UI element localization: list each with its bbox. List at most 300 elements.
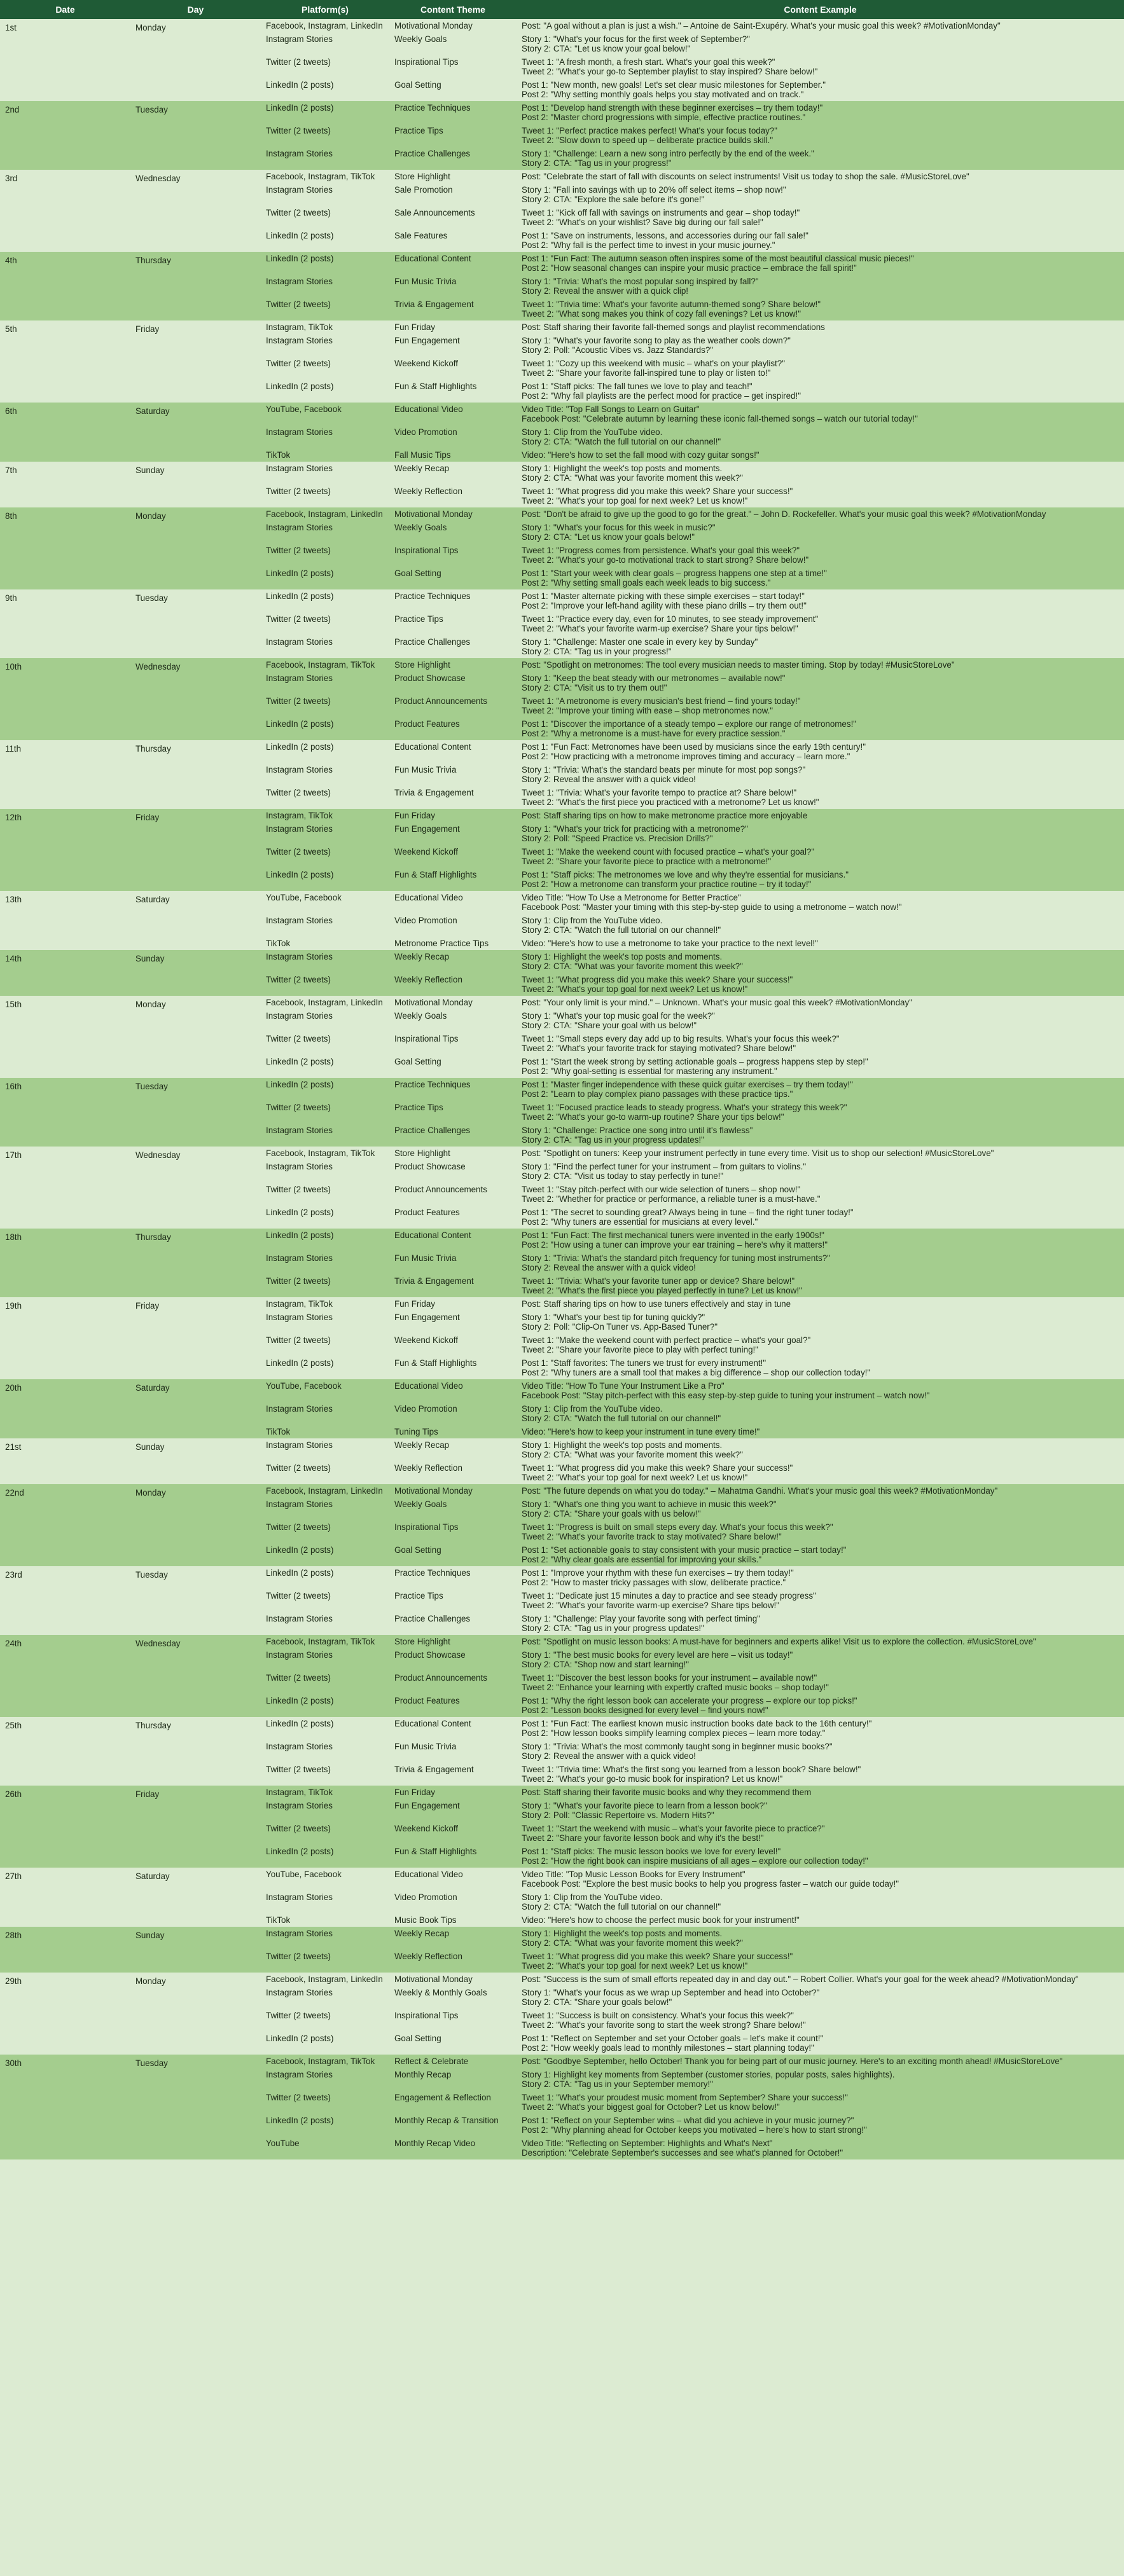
content-theme-cell: Educational Video xyxy=(389,403,517,425)
header-platforms: Platform(s) xyxy=(261,0,389,19)
content-theme-cell: Monthly Recap Video xyxy=(389,2137,517,2159)
content-theme-cell: Store Highlight xyxy=(389,658,517,672)
example-line: Tweet 2: "What's your favorite track for staying motivated? Share below!" xyxy=(522,1043,796,1053)
content-example-cell xyxy=(517,1589,1124,1612)
example-line: Story 1: "What's your trick for practicing with a metronome?" xyxy=(522,824,748,834)
example-line: Story 1: Highlight the week's top posts and moments. xyxy=(522,1440,723,1450)
content-example-cell xyxy=(517,544,1124,567)
content-theme-cell: Goal Setting xyxy=(389,2032,517,2055)
example-line: Story 2: Reveal the answer with a quick video! xyxy=(522,1263,696,1272)
content-theme-cell: Sale Features xyxy=(389,229,517,252)
content-theme-cell: Educational Content xyxy=(389,740,517,763)
content-theme-cell: Weekly Recap xyxy=(389,1438,517,1461)
content-theme-cell: Motivational Monday xyxy=(389,507,517,521)
example-line: Story 1: "Trivia: What's the most popular song inspired by fall?" xyxy=(522,277,759,286)
content-example-cell xyxy=(517,1763,1124,1786)
example-line: Story 1: "Trivia: What's the most commonly taught song in beginner music books?" xyxy=(522,1742,833,1751)
platform-cell: LinkedIn (2 posts) xyxy=(261,229,389,252)
example-line: Story 1: "Challenge: Master one scale in every key by Sunday" xyxy=(522,637,758,647)
example-line: Story 1: "The best music books for every level are here – visit us today!" xyxy=(522,1650,793,1660)
calendar-row xyxy=(0,589,1124,612)
example-line: Story 2: Reveal the answer with a quick video! xyxy=(522,775,696,784)
content-theme-cell: Trivia & Engagement xyxy=(389,298,517,320)
platform-cell: LinkedIn (2 posts) xyxy=(261,252,389,275)
content-example-cell xyxy=(517,462,1124,485)
example-line: Tweet 1: "Kick off fall with savings on instruments and gear – shop today!" xyxy=(522,208,800,217)
content-theme-cell: Inspirational Tips xyxy=(389,544,517,567)
calendar-row xyxy=(0,658,1124,672)
content-theme-cell: Store Highlight xyxy=(389,1147,517,1160)
content-example-cell xyxy=(517,845,1124,868)
calendar-row xyxy=(0,1078,1124,1101)
platform-cell: LinkedIn (2 posts) xyxy=(261,380,389,403)
example-line: Story 1: "Trivia: What's the standard pitch frequency for tuning most instruments?" xyxy=(522,1253,830,1263)
content-theme-cell: Motivational Monday xyxy=(389,1484,517,1498)
example-line: Tweet 2: "Slow down to speed up – deliberate practice builds skill." xyxy=(522,135,774,145)
platform-cell: Instagram Stories xyxy=(261,1498,389,1520)
example-line: Story 2: CTA: "What was your favorite moment this week?" xyxy=(522,961,743,971)
example-line: Post 2: "Why setting small goals each week leads to big success." xyxy=(522,578,771,588)
example-line: Post 2: "Why tuners are essential for musicians at every level." xyxy=(522,1217,758,1227)
platform-cell: Instagram Stories xyxy=(261,950,389,973)
calendar-row xyxy=(0,1147,1124,1160)
content-example-cell xyxy=(517,2137,1124,2159)
example-line: Post 1: "Fun Fact: Metronomes have been used by musicians since the early 19th century!" xyxy=(522,742,866,752)
platform-cell: LinkedIn (2 posts) xyxy=(261,740,389,763)
example-line: Post 1: "Master finger independence with these quick guitar exercises – try them today!" xyxy=(522,1080,853,1089)
content-theme-cell: Fun Engagement xyxy=(389,334,517,357)
example-line: Tweet 1: "Success is built on consistency. What's your focus this week?" xyxy=(522,2011,794,2020)
content-example-cell xyxy=(517,252,1124,275)
example-line: Story 1: Highlight the week's top posts and moments. xyxy=(522,464,723,473)
content-example-cell xyxy=(517,275,1124,298)
platform-cell: Twitter (2 tweets) xyxy=(261,124,389,147)
content-example-cell xyxy=(517,1297,1124,1311)
platform-cell: LinkedIn (2 posts) xyxy=(261,1356,389,1379)
day-cell: Monday xyxy=(130,1484,261,1566)
example-line: Post: Staff sharing their favorite music books and why they recommend them xyxy=(522,1787,812,1797)
platform-cell: Twitter (2 tweets) xyxy=(261,1671,389,1694)
day-cell: Saturday xyxy=(130,1379,261,1438)
example-line: Video Title: "Top Fall Songs to Learn on Guitar" xyxy=(522,404,700,414)
example-line: Story 1: "What's your best tip for tuning quickly?" xyxy=(522,1312,705,1322)
calendar-row xyxy=(0,1379,1124,1402)
content-theme-cell: Product Announcements xyxy=(389,1671,517,1694)
example-line: Video: "Here's how to set the fall mood with cozy guitar songs!" xyxy=(522,450,760,460)
platform-cell: Instagram Stories xyxy=(261,1160,389,1183)
example-line: Post: "Celebrate the start of fall with discounts on select instruments! Visit us today to shop the sale. #MusicStoreLove" xyxy=(522,172,969,181)
example-line: Post 1: "The secret to sounding great? Always being in tune – find the right tuner today!" xyxy=(522,1208,854,1217)
calendar-row xyxy=(0,2055,1124,2068)
example-line: Story 1: Clip from the YouTube video. xyxy=(522,427,663,437)
example-line: Tweet 1: "What progress did you make this week? Share your success!" xyxy=(522,1463,793,1473)
example-line: Story 2: CTA: "Share your goals with us below!" xyxy=(522,1509,701,1519)
day-cell: Monday xyxy=(130,19,261,101)
platform-cell: Facebook, Instagram, LinkedIn xyxy=(261,1484,389,1498)
example-line: Post 1: "Staff picks: The fall tunes we love to play and teach!" xyxy=(522,382,753,391)
day-cell: Tuesday xyxy=(130,2055,261,2159)
example-line: Story 2: CTA: "What was your favorite moment this week?" xyxy=(522,1450,743,1459)
day-cell: Monday xyxy=(130,1973,261,2055)
day-cell: Monday xyxy=(130,507,261,589)
example-line: Video Title: "How To Tune Your Instrument Like a Pro" xyxy=(522,1381,725,1391)
content-theme-cell: Store Highlight xyxy=(389,170,517,183)
content-theme-cell: Metronome Practice Tips xyxy=(389,937,517,950)
platform-cell: Twitter (2 tweets) xyxy=(261,1763,389,1786)
content-example-cell xyxy=(517,2091,1124,2114)
content-theme-cell: Weekly Recap xyxy=(389,1927,517,1950)
platform-cell: Twitter (2 tweets) xyxy=(261,485,389,507)
content-theme-cell: Music Book Tips xyxy=(389,1913,517,1927)
example-line: Post 1: "Staff picks: The metronomes we love and why they're essential for musicians." xyxy=(522,870,849,879)
content-example-cell xyxy=(517,521,1124,544)
example-line: Story 1: Highlight the week's top posts and moments. xyxy=(522,1929,723,1938)
example-line: Story 1: "Find the perfect tuner for your instrument – from guitars to violins." xyxy=(522,1162,807,1171)
content-example-cell xyxy=(517,1206,1124,1229)
platform-cell: YouTube xyxy=(261,2137,389,2159)
example-line: Post 1: "Fun Fact: The first mechanical tuners were invented in the early 1900s!" xyxy=(522,1230,824,1240)
platform-cell: Twitter (2 tweets) xyxy=(261,786,389,809)
example-line: Story 1: "What's your favorite song to play as the weather cools down?" xyxy=(522,336,791,345)
content-theme-cell: Practice Techniques xyxy=(389,1078,517,1101)
example-line: Tweet 1: "Make the weekend count with focused practice – what's your goal?" xyxy=(522,847,815,857)
platform-cell: Instagram Stories xyxy=(261,1402,389,1425)
content-theme-cell: Fun & Staff Highlights xyxy=(389,1356,517,1379)
date-cell: 5th xyxy=(0,320,130,403)
platform-cell: Instagram Stories xyxy=(261,147,389,170)
day-cell: Thursday xyxy=(130,252,261,320)
day-cell: Friday xyxy=(130,1297,261,1379)
example-line: Post 2: "Why fall playlists are the perfect mood for practice – get inspired!" xyxy=(522,391,801,401)
example-line: Post 1: "Fun Fact: The autumn season often inspires some of the most beautiful classical music pieces!" xyxy=(522,254,914,263)
example-line: Post 1: "Fun Fact: The earliest known music instruction books date back to the 16th century!" xyxy=(522,1719,872,1728)
platform-cell: Twitter (2 tweets) xyxy=(261,612,389,635)
example-line: Story 1: Highlight the week's top posts and moments. xyxy=(522,952,723,961)
platform-cell: Twitter (2 tweets) xyxy=(261,2009,389,2032)
content-example-cell xyxy=(517,1694,1124,1717)
example-line: Story 2: CTA: "Tag us in your progress updates!" xyxy=(522,1135,704,1145)
example-line: Story 2: CTA: "Tag us in your progress updates!" xyxy=(522,1623,704,1633)
example-line: Post 2: "How a metronome can transform your practice routine – try it today!" xyxy=(522,879,812,889)
platform-cell: Instagram Stories xyxy=(261,1986,389,2009)
example-line: Story 1: "Keep the beat steady with our metronomes – available now!" xyxy=(522,673,786,683)
example-line: Post 1: "Why the right lesson book can accelerate your progress – explore our top picks!" xyxy=(522,1696,857,1705)
calendar-row xyxy=(0,403,1124,425)
example-line: Tweet 1: "Trivia time: What's your favorite autumn-themed song? Share below!" xyxy=(522,300,821,309)
platform-cell: Instagram Stories xyxy=(261,334,389,357)
example-line: Tweet 1: "Stay pitch-perfect with our wide selection of tuners – shop now!" xyxy=(522,1185,801,1194)
content-theme-cell: Practice Techniques xyxy=(389,101,517,124)
example-line: Tweet 2: "What's your go-to music book for inspiration? Let us know!" xyxy=(522,1774,783,1784)
content-theme-cell: Video Promotion xyxy=(389,1891,517,1913)
content-theme-cell: Product Features xyxy=(389,1694,517,1717)
platform-cell: Instagram, TikTok xyxy=(261,809,389,822)
example-line: Story 1: "Challenge: Practice one song intro until it's flawless" xyxy=(522,1126,753,1135)
example-line: Post: "Spotlight on music lesson books: A must-have for beginners and experts alike! Visit us to explore the collection. #MusicStoreLove" xyxy=(522,1637,1036,1646)
platform-cell: Twitter (2 tweets) xyxy=(261,845,389,868)
content-example-cell xyxy=(517,1786,1124,1799)
content-example-cell xyxy=(517,786,1124,809)
example-line: Video Title: "How To Use a Metronome for Better Practice" xyxy=(522,893,741,902)
content-theme-cell: Weekend Kickoff xyxy=(389,845,517,868)
content-theme-cell: Weekly Reflection xyxy=(389,1461,517,1484)
calendar-body xyxy=(0,19,1124,2159)
day-cell: Thursday xyxy=(130,1229,261,1297)
content-example-cell xyxy=(517,635,1124,658)
platform-cell: YouTube, Facebook xyxy=(261,403,389,425)
content-theme-cell: Fall Music Tips xyxy=(389,448,517,462)
content-example-cell xyxy=(517,717,1124,740)
content-example-cell xyxy=(517,183,1124,206)
example-line: Story 2: CTA: "What was your favorite moment this week?" xyxy=(522,473,743,483)
platform-cell: LinkedIn (2 posts) xyxy=(261,589,389,612)
day-cell: Thursday xyxy=(130,1717,261,1786)
day-cell: Saturday xyxy=(130,891,261,950)
calendar-row xyxy=(0,740,1124,763)
example-line: Tweet 2: "Improve your timing with ease – shop metronomes now." xyxy=(522,706,774,715)
platform-cell: LinkedIn (2 posts) xyxy=(261,1543,389,1566)
content-example-cell xyxy=(517,996,1124,1009)
content-theme-cell: Goal Setting xyxy=(389,1543,517,1566)
content-example-cell xyxy=(517,1822,1124,1845)
date-cell: 14th xyxy=(0,950,130,996)
date-cell: 3rd xyxy=(0,170,130,252)
content-theme-cell: Monthly Recap & Transition xyxy=(389,2114,517,2137)
date-cell: 29th xyxy=(0,1973,130,2055)
example-line: Post 2: "How the right book can inspire musicians of all ages – explore our collection today!" xyxy=(522,1856,868,1866)
content-theme-cell: Inspirational Tips xyxy=(389,55,517,78)
day-cell: Sunday xyxy=(130,462,261,507)
content-theme-cell: Weekly Goals xyxy=(389,32,517,55)
example-line: Post 2: "How practicing with a metronome improves timing and accuracy – learn more." xyxy=(522,752,850,761)
content-example-cell xyxy=(517,1251,1124,1274)
example-line: Post 1: "Start the week strong by setting actionable goals – progress happens step by step!" xyxy=(522,1057,868,1066)
calendar-row xyxy=(0,809,1124,822)
content-theme-cell: Sale Promotion xyxy=(389,183,517,206)
content-theme-cell: Reflect & Celebrate xyxy=(389,2055,517,2068)
content-example-cell xyxy=(517,950,1124,973)
content-example-cell xyxy=(517,763,1124,786)
content-theme-cell: Product Announcements xyxy=(389,1183,517,1206)
date-cell: 19th xyxy=(0,1297,130,1379)
example-line: Story 1: "What's your focus for the first week of September?" xyxy=(522,34,750,44)
content-example-cell xyxy=(517,1566,1124,1589)
day-cell: Tuesday xyxy=(130,101,261,170)
example-line: Story 1: Clip from the YouTube video. xyxy=(522,916,663,925)
example-line: Story 2: Poll: "Speed Practice vs. Precision Drills?" xyxy=(522,834,713,843)
content-example-cell xyxy=(517,1124,1124,1147)
content-example-cell xyxy=(517,2055,1124,2068)
example-line: Video: "Here's how to keep your instrument in tune every time!" xyxy=(522,1427,760,1436)
content-theme-cell: Engagement & Reflection xyxy=(389,2091,517,2114)
content-example-cell xyxy=(517,19,1124,32)
content-example-cell xyxy=(517,1101,1124,1124)
example-line: Tweet 2: "Share your favorite fall-inspired tune to play or listen to!" xyxy=(522,368,771,378)
platform-cell: Instagram Stories xyxy=(261,1612,389,1635)
content-example-cell xyxy=(517,1032,1124,1055)
day-cell: Tuesday xyxy=(130,589,261,658)
content-theme-cell: Video Promotion xyxy=(389,914,517,937)
example-line: Post 2: "How to master tricky passages with slow, deliberate practice." xyxy=(522,1578,786,1587)
platform-cell: Instagram Stories xyxy=(261,32,389,55)
platform-cell: Instagram Stories xyxy=(261,1251,389,1274)
example-line: Story 2: Reveal the answer with a quick video! xyxy=(522,1751,696,1761)
example-line: Post: "A goal without a plan is just a wish." – Antoine de Saint-Exupéry. What's your music goal this week? #MotivationMonday" xyxy=(522,21,1001,31)
example-line: Story 2: Poll: "Clip-On Tuner vs. App-Based Tuner?" xyxy=(522,1322,718,1332)
content-example-cell xyxy=(517,1274,1124,1297)
platform-cell: Instagram Stories xyxy=(261,521,389,544)
date-cell: 6th xyxy=(0,403,130,462)
example-line: Tweet 1: "Cozy up this weekend with music – what's on your playlist?" xyxy=(522,359,785,368)
example-line: Post 2: "How weekly goals lead to monthly milestones – start planning today!" xyxy=(522,2043,814,2053)
content-example-cell xyxy=(517,32,1124,55)
platform-cell: LinkedIn (2 posts) xyxy=(261,2114,389,2137)
content-theme-cell: Sale Announcements xyxy=(389,206,517,229)
example-line: Story 2: Reveal the answer with a quick clip! xyxy=(522,286,688,296)
example-line: Post: "Success is the sum of small efforts repeated day in and day out." – Robert Collier. What's your goal for the week ahead? #MotivationMonday" xyxy=(522,1974,1079,1984)
content-theme-cell: Practice Tips xyxy=(389,1589,517,1612)
content-example-cell xyxy=(517,1671,1124,1694)
content-example-cell xyxy=(517,1484,1124,1498)
content-theme-cell: Fun & Staff Highlights xyxy=(389,868,517,891)
content-example-cell xyxy=(517,1009,1124,1032)
example-line: Tweet 1: "What progress did you make this week? Share your success!" xyxy=(522,1952,793,1961)
example-line: Tweet 2: "What's your go-to warm-up routine? Share your tips below!" xyxy=(522,1112,784,1122)
platform-cell: Twitter (2 tweets) xyxy=(261,1183,389,1206)
platform-cell: Twitter (2 tweets) xyxy=(261,973,389,996)
calendar-row xyxy=(0,19,1124,32)
example-line: Tweet 2: "Whether for practice or performance, a reliable tuner is a must-have." xyxy=(522,1194,821,1204)
content-theme-cell: Fun Music Trivia xyxy=(389,275,517,298)
example-line: Story 1: "What's your focus for this week in music?" xyxy=(522,523,716,532)
platform-cell: Instagram Stories xyxy=(261,1438,389,1461)
date-cell: 11th xyxy=(0,740,130,809)
calendar-row xyxy=(0,1484,1124,1498)
content-example-cell xyxy=(517,229,1124,252)
example-line: Tweet 2: "Share your favorite piece to practice with a metronome!" xyxy=(522,857,772,866)
example-line: Video: "Here's how to use a metronome to take your practice to the next level!" xyxy=(522,939,818,948)
calendar-row xyxy=(0,320,1124,334)
calendar-row xyxy=(0,1868,1124,1891)
platform-cell: Twitter (2 tweets) xyxy=(261,694,389,717)
example-line: Tweet 2: "What's your biggest goal for October? Let us know below!" xyxy=(522,2102,780,2112)
example-line: Post 2: "Lesson books designed for every level – find yours now!" xyxy=(522,1705,768,1715)
date-cell: 22nd xyxy=(0,1484,130,1566)
example-line: Story 2: CTA: "Tag us in your progress!" xyxy=(522,647,672,656)
content-example-cell xyxy=(517,147,1124,170)
example-line: Post 1: "Reflect on September and set your October goals – let's make it count!" xyxy=(522,2034,824,2043)
day-cell: Wednesday xyxy=(130,1147,261,1229)
example-line: Post 2: "Why planning ahead for October keeps you motivated – here's how to start strong!" xyxy=(522,2125,867,2135)
calendar-row xyxy=(0,996,1124,1009)
platform-cell: Twitter (2 tweets) xyxy=(261,55,389,78)
content-example-cell xyxy=(517,973,1124,996)
example-line: Story 1: "What's your favorite piece to learn from a lesson book?" xyxy=(522,1801,767,1810)
example-line: Post 1: "Improve your rhythm with these fun exercises – try them today!" xyxy=(522,1568,794,1578)
calendar-row xyxy=(0,101,1124,124)
example-line: Story 1: "Challenge: Learn a new song intro perfectly by the end of the week." xyxy=(522,149,814,158)
example-line: Tweet 2: "What's your favorite warm-up exercise? Share your tips below!" xyxy=(522,624,798,633)
content-theme-cell: Tuning Tips xyxy=(389,1425,517,1438)
date-cell: 20th xyxy=(0,1379,130,1438)
example-line: Story 2: CTA: "Tag us in your September memory!" xyxy=(522,2079,713,2089)
content-example-cell xyxy=(517,1461,1124,1484)
content-example-cell xyxy=(517,357,1124,380)
example-line: Post 2: "How seasonal changes can inspire your music practice – embrace the fall spirit!" xyxy=(522,263,857,273)
content-example-cell xyxy=(517,914,1124,937)
example-line: Post 2: "Why clear goals are essential for improving your skills." xyxy=(522,1555,762,1564)
example-line: Tweet 1: "Start the weekend with music – what's your favorite piece to practice?" xyxy=(522,1824,825,1833)
platform-cell: LinkedIn (2 posts) xyxy=(261,1566,389,1589)
example-line: Post 1: "Staff picks: The music lesson books we love for every level!" xyxy=(522,1847,781,1856)
example-line: Story 2: CTA: "Watch the full tutorial on our channel!" xyxy=(522,1902,721,1911)
day-cell: Sunday xyxy=(130,950,261,996)
example-line: Post 2: "Why a metronome is a must-have for every practice session." xyxy=(522,729,786,738)
example-line: Tweet 1: "Dedicate just 15 minutes a day to practice and see steady progress" xyxy=(522,1591,816,1601)
platform-cell: Facebook, Instagram, TikTok xyxy=(261,2055,389,2068)
example-line: Post 1: "Discover the importance of a steady tempo – explore our range of metronomes!" xyxy=(522,719,857,729)
platform-cell: Facebook, Instagram, LinkedIn xyxy=(261,1973,389,1986)
platform-cell: LinkedIn (2 posts) xyxy=(261,1694,389,1717)
content-example-cell xyxy=(517,1356,1124,1379)
calendar-row xyxy=(0,1566,1124,1589)
content-example-cell xyxy=(517,1986,1124,2009)
content-theme-cell: Practice Tips xyxy=(389,1101,517,1124)
content-theme-cell: Weekly Reflection xyxy=(389,973,517,996)
example-line: Tweet 1: "Trivia: What's your favorite tuner app or device? Share below!" xyxy=(522,1276,795,1286)
date-cell: 10th xyxy=(0,658,130,740)
platform-cell: TikTok xyxy=(261,1913,389,1927)
example-line: Facebook Post: "Master your timing with this step-by-step guide to using a metronome – watch now!" xyxy=(522,902,902,912)
content-theme-cell: Practice Challenges xyxy=(389,635,517,658)
platform-cell: Instagram, TikTok xyxy=(261,1297,389,1311)
example-line: Tweet 2: "What's your top goal for next week? Let us know!" xyxy=(522,1473,748,1482)
content-theme-cell: Practice Challenges xyxy=(389,1612,517,1635)
calendar-row xyxy=(0,891,1124,914)
content-theme-cell: Weekly Recap xyxy=(389,950,517,973)
example-line: Tweet 1: "What progress did you make this week? Share your success!" xyxy=(522,486,793,496)
content-example-cell xyxy=(517,1973,1124,1986)
content-example-cell xyxy=(517,403,1124,425)
content-example-cell xyxy=(517,740,1124,763)
content-example-cell xyxy=(517,334,1124,357)
content-theme-cell: Store Highlight xyxy=(389,1635,517,1648)
day-cell: Wednesday xyxy=(130,658,261,740)
content-example-cell xyxy=(517,1520,1124,1543)
platform-cell: Instagram, TikTok xyxy=(261,1786,389,1799)
date-cell: 15th xyxy=(0,996,130,1078)
example-line: Post 2: "Learn to play complex piano passages with these practice tips." xyxy=(522,1089,793,1099)
example-line: Tweet 1: "Make the weekend count with perfect practice – what's your goal?" xyxy=(522,1335,811,1345)
platform-cell: Facebook, Instagram, TikTok xyxy=(261,658,389,672)
example-line: Story 1: "What's your top music goal for the week?" xyxy=(522,1011,715,1021)
content-theme-cell: Video Promotion xyxy=(389,1402,517,1425)
platform-cell: Facebook, Instagram, LinkedIn xyxy=(261,19,389,32)
example-line: Story 2: CTA: "Let us know your goals below!" xyxy=(522,532,695,542)
content-theme-cell: Inspirational Tips xyxy=(389,1520,517,1543)
calendar-row xyxy=(0,1786,1124,1799)
example-line: Tweet 1: "Small steps every day add up to big results. What's your focus this week?" xyxy=(522,1034,840,1043)
platform-cell: Twitter (2 tweets) xyxy=(261,1274,389,1297)
content-theme-cell: Goal Setting xyxy=(389,567,517,589)
platform-cell: Facebook, Instagram, TikTok xyxy=(261,170,389,183)
content-example-cell xyxy=(517,206,1124,229)
content-theme-cell: Educational Video xyxy=(389,891,517,914)
date-cell: 21st xyxy=(0,1438,130,1484)
content-theme-cell: Educational Video xyxy=(389,1379,517,1402)
example-line: Story 1: "Challenge: Play your favorite song with perfect timing" xyxy=(522,1614,760,1623)
content-example-cell xyxy=(517,1160,1124,1183)
